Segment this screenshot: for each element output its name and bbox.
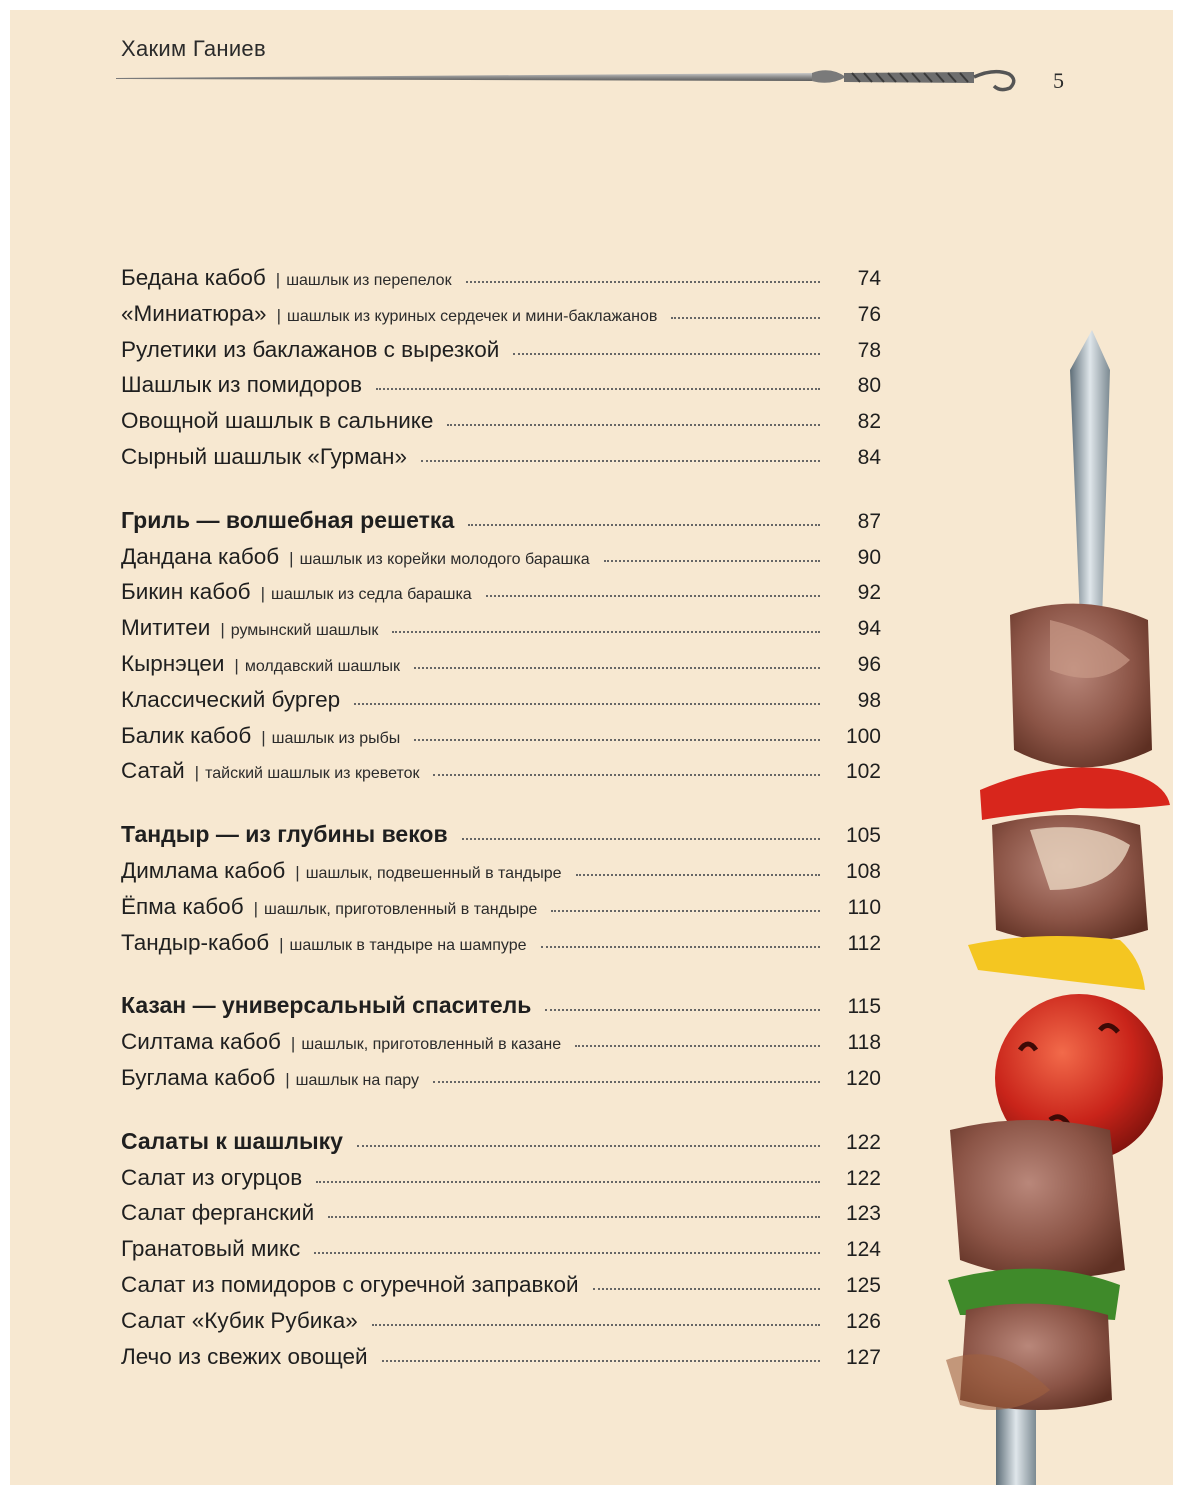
toc-section-heading[interactable]: [121, 988, 881, 1024]
toc-entry-subtitle: шашлык из седла барашка: [270, 586, 472, 604]
toc-entry[interactable]: [121, 260, 881, 296]
toc-separator: |: [253, 898, 258, 918]
toc-page-number: 108: [845, 859, 881, 883]
dot-leader: [447, 424, 820, 426]
toc-entry[interactable]: [121, 753, 881, 789]
toc-page-number: 87: [857, 509, 881, 533]
toc-entry-title: Салаты к шашлыку: [121, 1127, 343, 1154]
dot-leader: [376, 388, 820, 390]
toc-entry[interactable]: [121, 1195, 881, 1231]
toc-entry[interactable]: [121, 1231, 881, 1267]
toc-entry-title: Гранатовый микс: [121, 1236, 301, 1262]
dot-leader: [575, 1045, 820, 1047]
toc-separator: |: [276, 305, 281, 325]
dot-leader: [576, 874, 820, 876]
toc-section-heading[interactable]: [121, 503, 881, 539]
dot-leader: [593, 1288, 820, 1290]
toc-page-number: 92: [857, 581, 881, 605]
toc-page-number: 102: [845, 760, 881, 784]
dot-leader: [316, 1181, 820, 1183]
kebab-skewer-photo: [930, 330, 1170, 1485]
toc-entry-title: Димлама кабоб: [121, 857, 286, 883]
author-name: Хаким Ганиев: [121, 36, 266, 61]
toc-page-number: 84: [857, 445, 881, 469]
toc-entry-title: Бикин кабоб: [121, 579, 251, 605]
toc-page-number: 122: [845, 1166, 881, 1190]
toc-entry-title: Классический бургер: [121, 686, 341, 712]
toc-entry[interactable]: [121, 574, 881, 610]
toc-separator: |: [234, 655, 239, 675]
toc-separator: |: [220, 620, 225, 640]
toc-page-number: 80: [857, 374, 881, 398]
toc-entry-title: «Миниатюра»: [121, 300, 267, 326]
dot-leader: [486, 595, 820, 597]
toc-entry[interactable]: [121, 889, 881, 925]
toc-entry[interactable]: [121, 1160, 881, 1196]
toc-page-number: 110: [847, 895, 881, 919]
dot-leader: [372, 1324, 820, 1326]
toc-separator: |: [289, 548, 294, 568]
section-gap: [121, 960, 881, 988]
dot-leader: [551, 910, 820, 912]
toc-entry[interactable]: [121, 853, 881, 889]
toc-entry[interactable]: [121, 646, 881, 682]
toc-entry-subtitle: шашлык, приготовленный в казане: [301, 1036, 562, 1054]
toc-entry-title: Ёпма кабоб: [121, 893, 244, 919]
toc-entry-subtitle: тайский шашлык из креветок: [205, 765, 420, 783]
toc-entry[interactable]: [121, 1060, 881, 1096]
toc-page-number: 124: [845, 1238, 881, 1262]
toc-entry[interactable]: [121, 439, 881, 475]
dot-leader: [545, 1009, 820, 1011]
table-of-contents: [121, 260, 881, 1374]
toc-entry-subtitle: шашлык на пару: [295, 1071, 419, 1089]
toc-entry-title: Сатай: [121, 758, 185, 784]
toc-separator: |: [290, 1034, 296, 1054]
toc-entry-title: Кырнэцеи: [121, 650, 225, 676]
toc-separator: |: [285, 1069, 290, 1089]
toc-page-number: 127: [845, 1345, 881, 1369]
section-gap: [121, 475, 881, 503]
toc-page-number: 94: [857, 617, 881, 641]
toc-entry-title: Гриль — волшебная решетка: [121, 506, 455, 533]
toc-entry-title: Казан — универсальный спаситель: [121, 992, 532, 1019]
dot-leader: [414, 739, 820, 741]
toc-entry-subtitle: шашлык из перепелок: [286, 272, 452, 289]
toc-entry-subtitle: шашлык в тандыре на шампуре: [289, 936, 527, 954]
toc-entry[interactable]: [121, 1024, 881, 1060]
dot-leader: [671, 317, 820, 319]
toc-entry[interactable]: [121, 403, 881, 439]
toc-entry[interactable]: [121, 610, 881, 646]
dot-leader: [382, 1360, 820, 1362]
dot-leader: [392, 631, 820, 633]
toc-entry-title: Рулетики из баклажанов с вырезкой: [121, 336, 500, 362]
toc-section-heading[interactable]: [121, 1124, 881, 1160]
toc-entry-subtitle: румынский шашлык: [230, 622, 379, 640]
toc-separator: |: [275, 270, 281, 289]
toc-section-heading[interactable]: [121, 817, 881, 853]
dot-leader: [541, 946, 821, 948]
toc-entry[interactable]: [121, 367, 881, 403]
book-page: [10, 10, 1173, 1485]
toc-separator: |: [295, 862, 300, 882]
toc-entry[interactable]: [121, 1267, 881, 1303]
toc-page-number: 78: [857, 338, 881, 362]
toc-entry[interactable]: [121, 925, 881, 961]
toc-page-number: 90: [857, 545, 881, 569]
toc-separator: |: [261, 727, 266, 747]
toc-page-number: 76: [857, 302, 881, 326]
toc-entry-title: Шашлык из помидоров: [121, 372, 363, 398]
toc-entry-subtitle: шашлык из куриных сердечек и мини-баклажанов: [286, 307, 658, 325]
toc-page-number: 96: [857, 652, 881, 676]
toc-entry-title: Салат «Кубик Рубика»: [121, 1307, 358, 1333]
toc-page-number: 122: [845, 1130, 881, 1154]
dot-leader: [468, 524, 820, 526]
toc-page-number: 105: [845, 824, 881, 848]
toc-entry-title: Салат из огурцов: [121, 1164, 303, 1190]
toc-entry-title: Салат из помидоров с огуречной заправкой: [121, 1271, 579, 1297]
toc-entry[interactable]: [121, 539, 881, 575]
toc-page-number: 82: [857, 410, 881, 434]
dot-leader: [513, 353, 820, 355]
dot-leader: [414, 667, 820, 669]
toc-page-number: 120: [845, 1066, 881, 1090]
toc-entry[interactable]: [121, 332, 881, 368]
dot-leader: [433, 1081, 820, 1083]
dot-leader: [433, 774, 820, 776]
dot-leader: [328, 1216, 820, 1218]
toc-separator: |: [194, 763, 200, 783]
toc-page-number: 74: [857, 267, 881, 290]
toc-entry[interactable]: [121, 1339, 881, 1375]
toc-entry-title: Лечо из свежих овощей: [121, 1343, 368, 1369]
toc-entry-subtitle: шашлык, подвешенный в тандыре: [305, 864, 562, 882]
section-gap: [121, 789, 881, 817]
toc-entry-title: Сырный шашлык «Гурман»: [121, 443, 407, 469]
toc-entry-subtitle: молдавский шашлык: [244, 657, 401, 675]
dot-leader: [466, 281, 820, 283]
dot-leader: [462, 838, 820, 840]
toc-entry-subtitle: шашлык из корейки молодого барашка: [299, 550, 590, 568]
toc-entry-title: Силтама кабоб: [121, 1029, 281, 1055]
toc-page-number: 125: [845, 1273, 881, 1297]
toc-entry-subtitle: шашлык, приготовленный в тандыре: [264, 900, 538, 918]
toc-entry[interactable]: [121, 1303, 881, 1339]
toc-entry-title: Дандана кабоб: [121, 543, 280, 569]
toc-entry-title: Овощной шашлык в сальнике: [121, 408, 434, 434]
toc-page-number: 123: [845, 1202, 881, 1226]
dot-leader: [421, 460, 820, 462]
toc-entry-title: Тандыр — из глубины веков: [121, 821, 448, 848]
page-number: 5: [1053, 68, 1064, 93]
toc-entry-title: Салат ферганский: [121, 1200, 315, 1226]
toc-entry[interactable]: [121, 296, 881, 332]
toc-entry-subtitle: шашлык из рыбы: [271, 729, 401, 747]
toc-page-number: 98: [857, 688, 881, 712]
toc-page-number: 115: [847, 995, 881, 1019]
toc-entry-title: Буглама кабоб: [121, 1064, 276, 1090]
toc-separator: |: [279, 934, 284, 954]
toc-entry-title: Бедана кабоб: [121, 265, 266, 290]
toc-entry-title: Мититеи: [121, 615, 211, 641]
toc-page-number: 100: [845, 724, 881, 748]
toc-page-number: 126: [845, 1309, 881, 1333]
dot-leader: [354, 703, 820, 705]
dot-leader: [314, 1252, 820, 1254]
toc-entry-title: Тандыр-кабоб: [121, 929, 270, 955]
toc-page-number: 112: [847, 931, 881, 955]
dot-leader: [357, 1145, 820, 1147]
toc-separator: |: [260, 584, 265, 604]
section-gap: [121, 1096, 881, 1124]
dot-leader: [604, 560, 820, 562]
skewer-header-illustration: [114, 66, 1034, 106]
toc-entry[interactable]: [121, 682, 881, 718]
toc-page-number: 118: [847, 1031, 881, 1055]
toc-entry[interactable]: [121, 718, 881, 754]
toc-entry-title: Балик кабоб: [121, 722, 252, 748]
